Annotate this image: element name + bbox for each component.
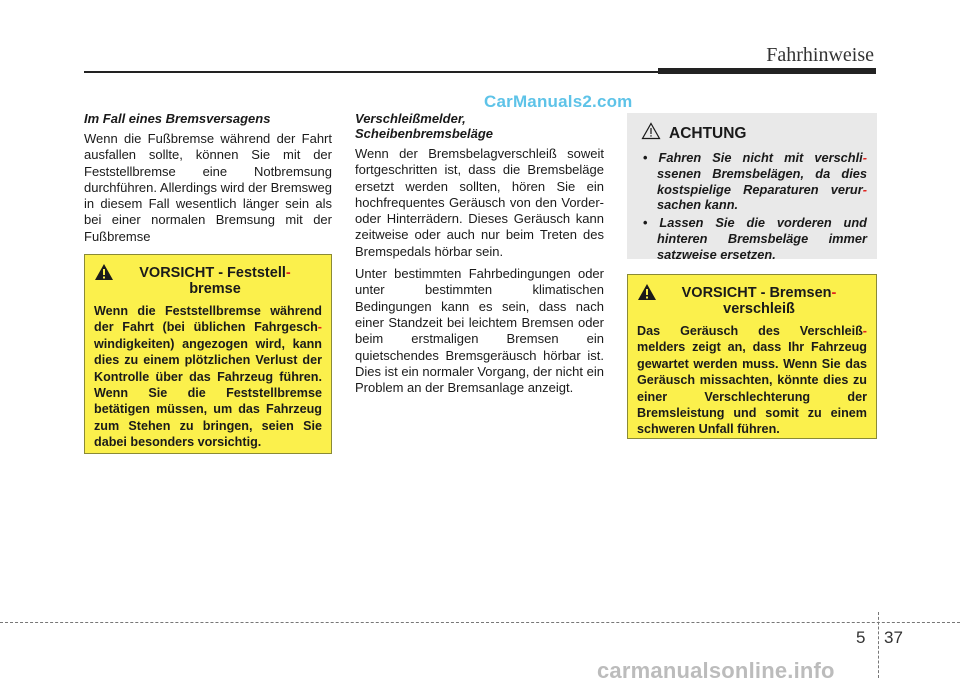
- middle-paragraph-2: Unter bestimmten Fahrbedingungen oder unter bestimmten klimatischen Bedingungen kann es sein, dass nach einer Standzeit bei leichtem Bremsen oder beim erstmaligen Bremsen ein quietschendes Bremsgeräusch hörbar ist. Dies ist ein normaler Vorgang, der nicht ein Problem an der Bremsanlage anzeigt.: [355, 266, 604, 396]
- caution-title-line1: VORSICHT - Bremsen: [681, 285, 832, 301]
- page-divider: [878, 612, 879, 678]
- caution-body: [94, 303, 322, 451]
- middle-paragraph-1: Wenn der Bremsbelagverschleiß soweit fortgeschritten ist, dass die Bremsbeläge ersetzt werden sollten, hören Sie ein hochfrequentes Geräusch von den Vorder- oder Hinterrädern. Dieses Geräusch kann zeitweise oder auch nur beim Treten des Bremspedals hörbar sein.: [355, 146, 604, 259]
- left-paragraph: Wenn die Fußbremse während der Fahrt ausfallen sollte, können Sie mit der Feststellbremse eine Notbremsung durchführen. Allerdings wird der Bremsweg in diesem Fall wesentlich länger sein als bei einer normalen Bremsung mit der Fußbremse: [84, 131, 332, 244]
- caution-box-brake-wear: [627, 274, 877, 439]
- caution-title: [637, 285, 867, 317]
- caution-body-text-a: Das Geräusch des Verschleiß: [637, 324, 863, 338]
- achtung-item-2: • Lassen Sie die vorderen und hinteren Bremsbeläge immer satzweise ersetzen.: [637, 215, 867, 262]
- warning-triangle-icon: [641, 122, 663, 145]
- chapter-number: 5: [856, 628, 866, 647]
- middle-heading-line1: Verschleißmelder,: [355, 111, 466, 126]
- watermark-bottom[interactable]: carmanualsonline.info: [597, 658, 835, 683]
- achtung-item-1: [637, 150, 867, 213]
- achtung-list: [637, 150, 867, 263]
- caution-title: [94, 265, 322, 297]
- caution-box-parking-brake: [84, 254, 332, 454]
- caution-triangle-icon: [637, 283, 659, 305]
- hyphen-mark: -: [862, 150, 867, 165]
- achtung-item-1-b: ssenen Bremsbelägen, da dies kostspielige Reparaturen verur: [657, 165, 867, 197]
- footer-rule: [0, 622, 960, 623]
- achtung-title-text: ACHTUNG: [669, 124, 747, 142]
- middle-column: [355, 111, 604, 402]
- caution-title-line2: bremse: [189, 281, 241, 297]
- hyphen-mark: -: [317, 320, 322, 335]
- left-heading: Im Fall eines Bremsversagens: [84, 111, 271, 126]
- left-column: [84, 111, 332, 251]
- caution-title-line1: VORSICHT - Feststell: [139, 265, 286, 281]
- caution-body-text-a: Wenn die Feststellbremse während der Fahrt (bei üblichen Fahrgesch: [94, 304, 322, 335]
- middle-heading: [355, 111, 604, 141]
- section-title: Fahrhinweise: [766, 44, 874, 66]
- header-rule: [84, 71, 658, 73]
- achtung-box: [627, 113, 877, 262]
- hyphen-mark: -: [831, 285, 837, 301]
- achtung-item-1-a: Fahren Sie nicht mit verschli: [658, 150, 863, 165]
- header-rule-accent: [658, 68, 876, 74]
- caution-body-text-b: melders zeigt an, dass Ihr Fahrzeug gewartet werden muss. Wenn Sie das Geräusch missachten, könnte dies zu einer Verschlechterung der Bremsleistung und somit zu einem schweren Unfall führen.: [637, 340, 867, 437]
- hyphen-mark: -: [285, 265, 291, 281]
- achtung-item-1-c: sachen kann.: [657, 197, 739, 213]
- hyphen-mark: -: [862, 181, 867, 197]
- caution-triangle-icon: [94, 263, 116, 285]
- middle-heading-line2: Scheibenbremsbeläge: [355, 126, 493, 141]
- watermark-top[interactable]: CarManuals2.com: [484, 92, 633, 111]
- hyphen-mark: -: [862, 324, 867, 338]
- caution-body: [637, 323, 867, 438]
- achtung-title: [637, 122, 867, 145]
- caution-title-line2: verschleiß: [723, 301, 795, 317]
- caution-body-text-b: windigkeiten) angezogen wird, kann dies zu einem plötzlichen Verlust der Kontrolle über das Fahrzeug führen. Wenn Sie die Feststellbremse betätigen müssen, um das Fahrzeug zum Stehen zu bringen, seien Sie dabei besonders vorsichtig.: [94, 336, 322, 450]
- page-number: 37: [884, 628, 903, 647]
